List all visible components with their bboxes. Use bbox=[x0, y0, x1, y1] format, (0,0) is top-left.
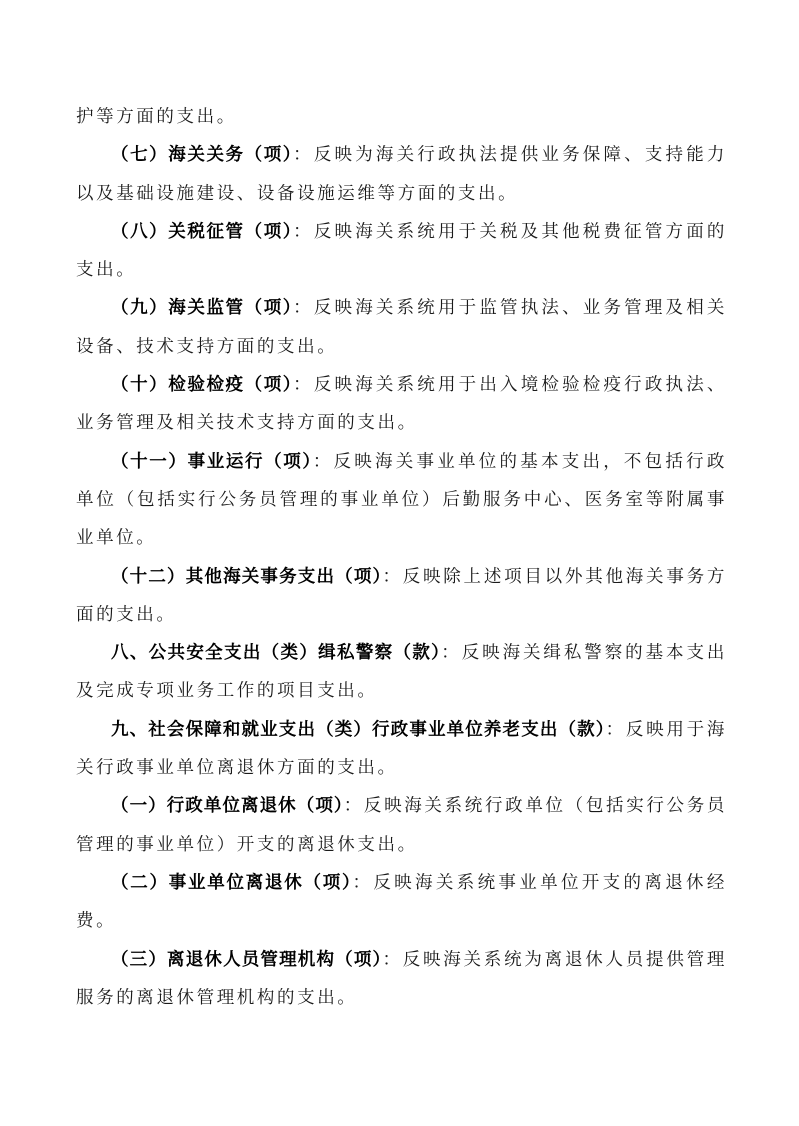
paragraph-term: （二）事业单位离退休（项） bbox=[111, 872, 353, 893]
paragraph-term: （七）海关关务（项） bbox=[111, 145, 294, 166]
document-body bbox=[76, 98, 727, 1017]
paragraph-institution-operation bbox=[76, 443, 727, 558]
paragraph-other-customs-expenditure bbox=[76, 558, 727, 635]
paragraph-text: ：反映海关缉私警察的基本支出及完成专项业务工作的项目支出。 bbox=[76, 643, 728, 702]
paragraph-anti-smuggling-police bbox=[76, 634, 727, 711]
paragraph-text: ：反映海关系统用于监管执法、业务管理及相关设备、技术支持方面的支出。 bbox=[76, 298, 727, 357]
paragraph-continuation bbox=[76, 98, 727, 136]
paragraph-term: （八）关税征管（项） bbox=[111, 221, 294, 242]
paragraph-term: （十）检验检疫（项） bbox=[111, 375, 294, 396]
paragraph-text: 护等方面的支出。 bbox=[76, 107, 237, 127]
paragraph-text: ：反映海关系统事业单位开支的离退休经费。 bbox=[76, 872, 727, 932]
paragraph-term: （十二）其他海关事务支出（项） bbox=[111, 566, 383, 587]
paragraph-term: （十一）事业运行（项） bbox=[111, 451, 313, 472]
paragraph-text: ：反映海关系统行政单位（包括实行公务员管理的事业单位）开支的离退休支出。 bbox=[76, 796, 727, 855]
paragraph-term: （三）离退休人员管理机构（项） bbox=[111, 949, 383, 970]
paragraph-term: （九）海关监管（项） bbox=[111, 298, 294, 319]
paragraph-text: ：反映海关事业单位的基本支出，不包括行政单位（包括实行公务员管理的事业单位）后勤服务中心、医务室等附属事业单位。 bbox=[76, 451, 728, 549]
paragraph-term: （一）行政单位离退休（项） bbox=[111, 796, 344, 817]
paragraph-tariff-collection bbox=[76, 213, 727, 290]
paragraph-customs-affairs bbox=[76, 136, 727, 213]
paragraph-text: ：反映除上述项目以外其他海关事务方面的支出。 bbox=[76, 566, 727, 625]
paragraph-text: ：反映海关系统用于出入境检验检疫行政执法、业务管理及相关技术支持方面的支出。 bbox=[76, 375, 727, 434]
paragraph-inspection-quarantine bbox=[76, 366, 727, 443]
paragraph-retiree-management bbox=[76, 941, 727, 1018]
paragraph-text: ：反映海关系统用于关税及其他税费征管方面的支出。 bbox=[76, 221, 727, 281]
paragraph-text: ：反映为海关行政执法提供业务保障、支持能力以及基础设施建设、设备设施运维等方面的支出。 bbox=[76, 145, 727, 204]
paragraph-term: 八、公共安全支出（类）缉私警察（款） bbox=[111, 643, 442, 664]
paragraph-text: ：反映海关系统为离退休人员提供管理服务的离退休管理机构的支出。 bbox=[76, 949, 727, 1008]
paragraph-term: 九、社会保障和就业支出（类）行政事业单位养老支出（款） bbox=[111, 719, 606, 740]
paragraph-admin-unit-retirement bbox=[76, 787, 727, 864]
paragraph-customs-supervision bbox=[76, 289, 727, 366]
paragraph-institution-retirement bbox=[76, 864, 727, 941]
paragraph-text: ：反映用于海关行政事业单位离退休方面的支出。 bbox=[76, 719, 727, 779]
paragraph-social-security-pension bbox=[76, 711, 727, 788]
